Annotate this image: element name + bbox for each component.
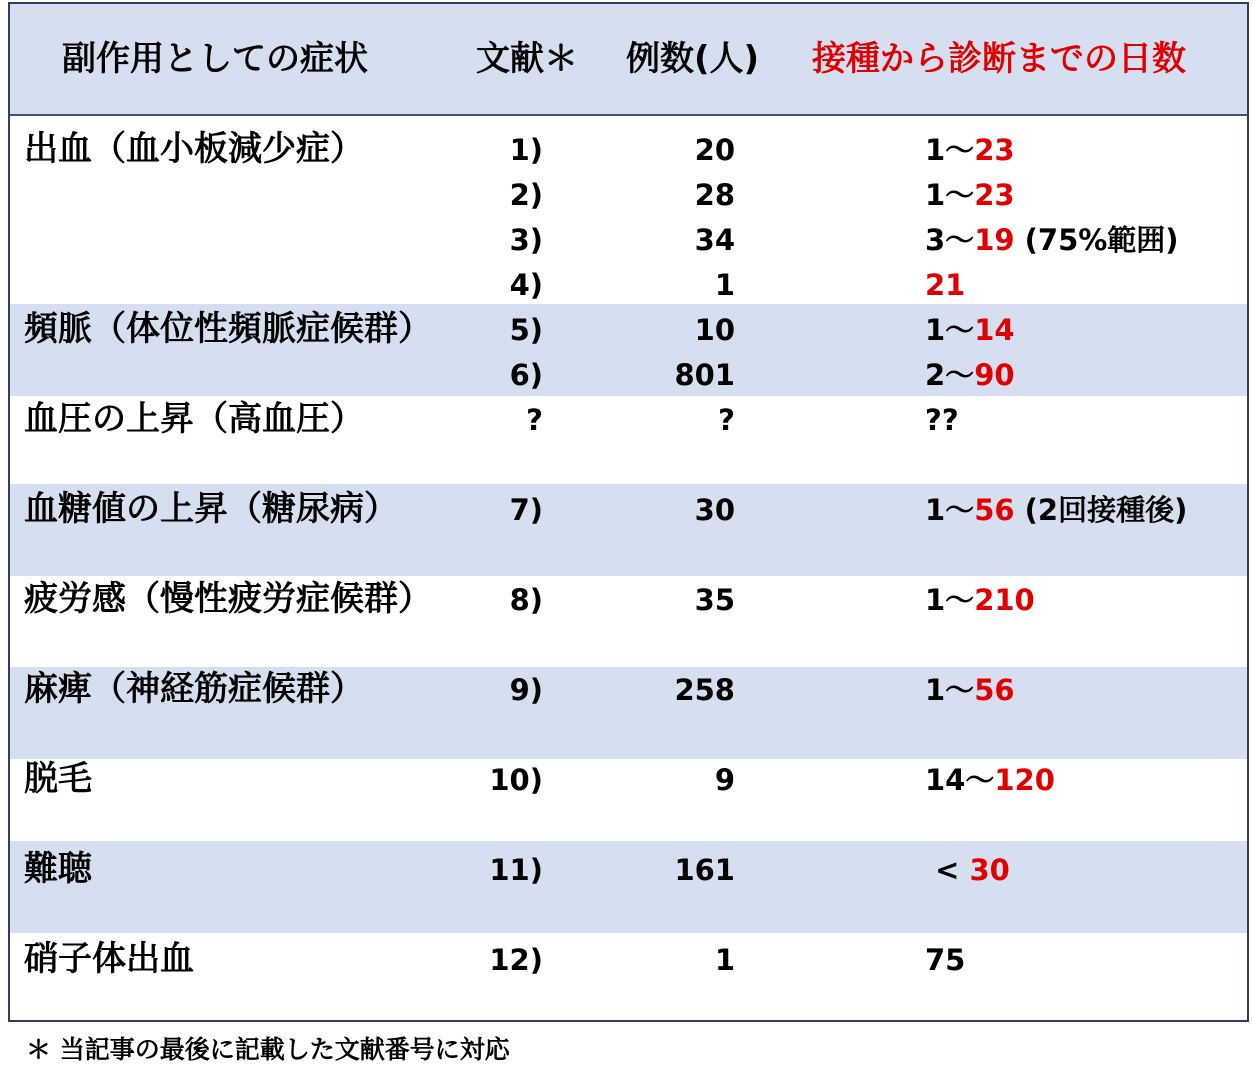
ref-cell: 3): [509, 223, 543, 257]
table-header: [10, 4, 1247, 116]
symptom-hearing-loss: 難聴: [24, 849, 92, 889]
count-cell: 10: [694, 313, 735, 347]
days-cell: 1〜14: [925, 313, 1015, 347]
ref-cell: 12): [489, 943, 543, 977]
symptom-hair-loss: 脱毛: [24, 759, 92, 799]
ref-cell: 5): [509, 313, 543, 347]
count-cell: 801: [674, 358, 735, 392]
symptom-tachycardia: 頻脈（体位性頻脈症候群）: [24, 309, 432, 349]
days-cell: 1〜56: [925, 673, 1015, 707]
count-cell: 35: [694, 583, 735, 617]
count-cell: 9: [714, 763, 735, 797]
header-count: 例数(人): [626, 39, 760, 79]
days-cell: < 30: [925, 853, 1010, 887]
symptom-bleeding: 出血（血小板減少症）: [24, 129, 364, 169]
symptom-diabetes: 血糖値の上昇（糖尿病）: [24, 489, 398, 529]
ref-cell: 2): [509, 178, 543, 212]
header-symptom: 副作用としての症状: [62, 39, 368, 79]
count-cell: 30: [694, 493, 735, 527]
days-cell: 75: [925, 943, 966, 977]
count-cell: 1: [714, 268, 735, 302]
count-cell: 258: [674, 673, 735, 707]
ref-cell: ?: [526, 403, 543, 437]
footnote: ＊ 当記事の最後に記載した文献番号に対応: [26, 1035, 510, 1064]
days-cell: 1〜210: [925, 583, 1035, 617]
days-cell: 21: [925, 268, 966, 302]
ref-cell: 8): [509, 583, 543, 617]
count-cell: 34: [694, 223, 735, 257]
row-band-hearing: [10, 841, 1247, 933]
header-reference: 文献＊: [476, 39, 578, 79]
symptom-table: [8, 2, 1249, 1022]
days-cell: 1〜23: [925, 178, 1015, 212]
ref-cell: 7): [509, 493, 543, 527]
ref-cell: 6): [509, 358, 543, 392]
header-days: 接種から診断までの日数: [812, 39, 1186, 79]
symptom-fatigue: 疲労感（慢性疲労症候群）: [24, 579, 432, 619]
symptom-paralysis: 麻痺（神経筋症候群）: [24, 669, 364, 709]
ref-cell: 9): [509, 673, 543, 707]
days-cell: 1〜23: [925, 133, 1015, 167]
ref-cell: 1): [509, 133, 543, 167]
count-cell: 28: [694, 178, 735, 212]
symptom-vitreous-hemorrhage: 硝子体出血: [24, 939, 194, 979]
count-cell: 161: [674, 853, 735, 887]
days-cell: 14〜120: [925, 763, 1055, 797]
days-cell: 2〜90: [925, 358, 1015, 392]
days-cell: 1〜56 (2回接種後): [925, 493, 1188, 527]
ref-cell: 11): [489, 853, 543, 887]
count-cell: 20: [694, 133, 735, 167]
days-cell: 3〜19 (75%範囲): [925, 223, 1179, 257]
ref-cell: 4): [509, 268, 543, 302]
symptom-hypertension: 血圧の上昇（高血圧）: [24, 399, 364, 439]
count-cell: 1: [714, 943, 735, 977]
count-cell: ?: [718, 403, 735, 437]
ref-cell: 10): [489, 763, 543, 797]
days-cell: ??: [925, 403, 959, 437]
